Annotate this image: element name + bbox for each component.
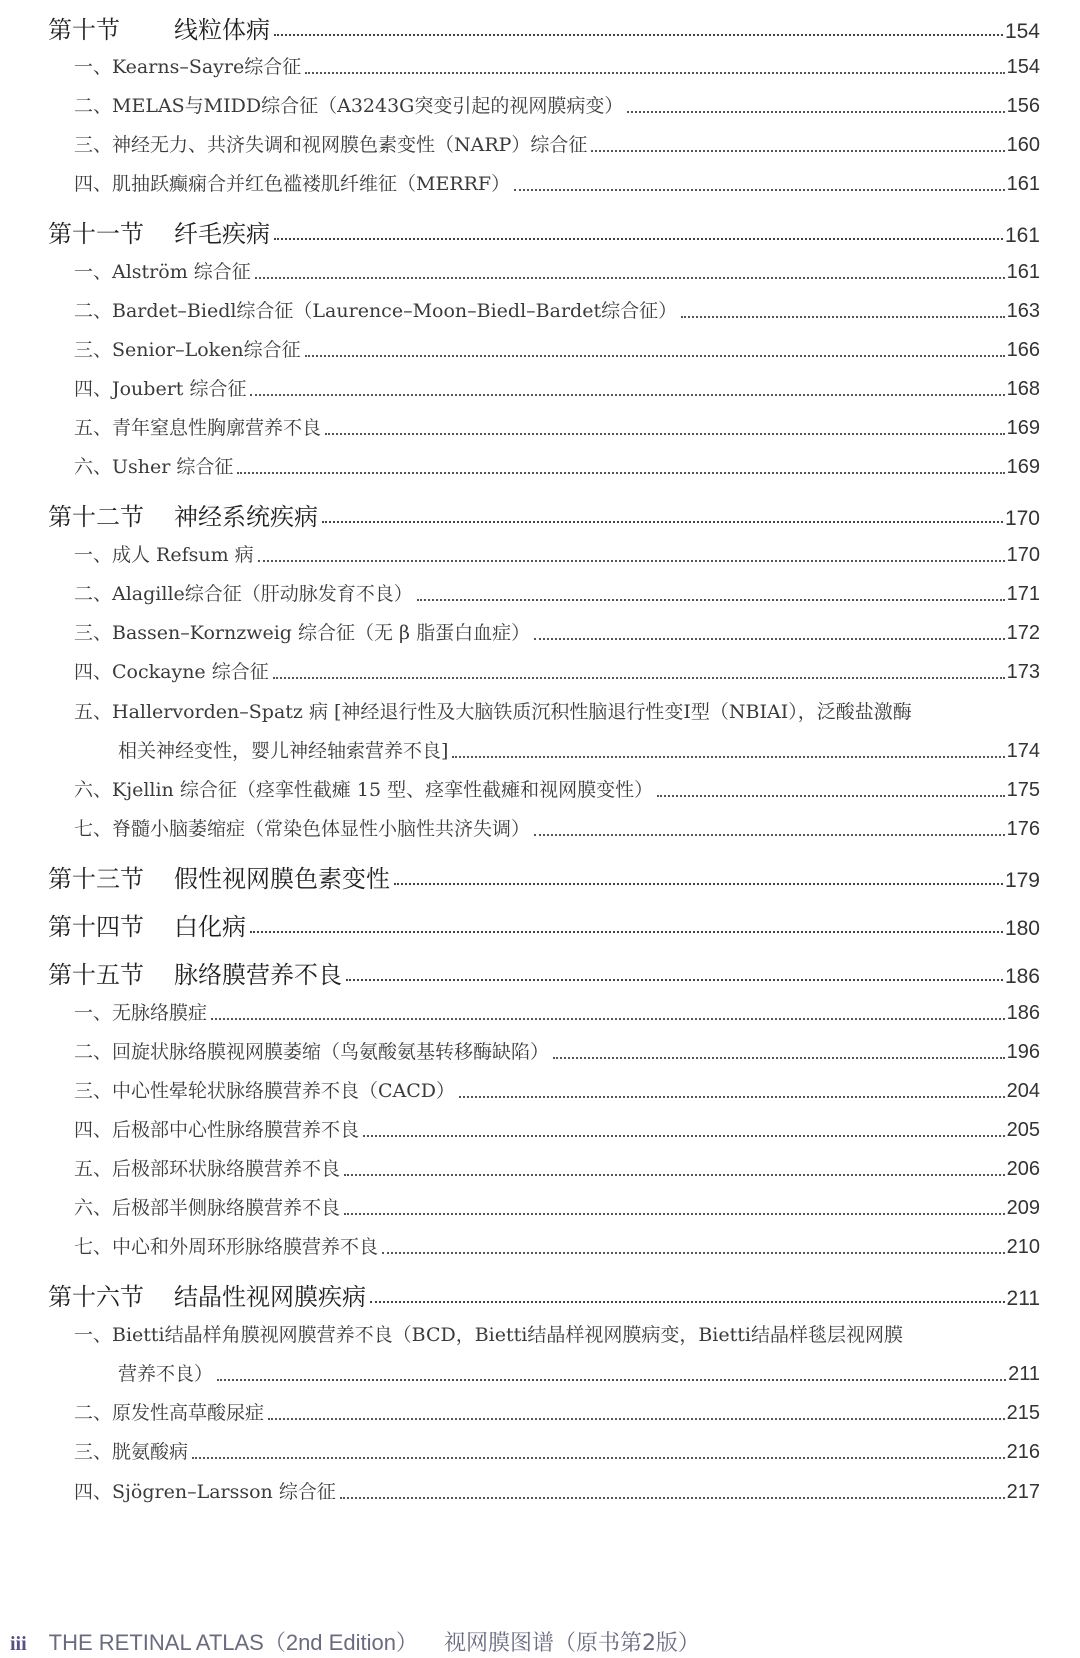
page-number: 170 [1006,544,1040,566]
dot-leader [591,150,1004,152]
page-number: 170 [1004,507,1040,530]
book-title-english: THE RETINAL ATLAS（2nd Edition） [48,1630,418,1655]
toc-section-entry[interactable] [48,214,1040,248]
toc-entry[interactable] [74,540,1040,570]
toc-entry[interactable] [74,1320,903,1350]
page-number: 204 [1006,1080,1040,1102]
entry-title: 三、中心性晕轮状脉络膜营养不良（CACD） [74,1080,456,1102]
section-number: 第十三节 [48,865,144,893]
toc-entry[interactable] [74,1154,1040,1184]
toc-entry[interactable] [74,1037,1040,1067]
dot-leader [657,795,1005,797]
dot-leader [325,433,1005,435]
entry-title: 二、MELAS与MIDD综合征（A3243G突变引起的视网膜病变） [74,95,624,117]
entry-title: 二、Bardet–Biedl综合征（Laurence–Moon–Biedl–Bardet综合征） [74,300,678,322]
dot-leader [534,834,1005,836]
dot-leader [417,599,1005,601]
page-number: 169 [1006,417,1040,439]
page-number: 211 [1006,1287,1040,1310]
page-number: 154 [1004,20,1040,43]
dot-leader [681,316,1005,318]
entry-title: 七、脊髓小脑萎缩症（常染色体显性小脑性共济失调） [74,818,531,840]
toc-entry[interactable] [74,374,1040,404]
entry-title: 四、Cockayne 综合征 [74,661,269,683]
entry-title: 二、回旋状脉络膜视网膜萎缩（鸟氨酸氨基转移酶缺陷） [74,1041,550,1063]
page-number: 216 [1006,1441,1040,1463]
entry-title: 二、原发性高草酸尿症 [74,1402,265,1424]
page-number: 173 [1006,661,1040,683]
page-number: 174 [1006,740,1040,762]
section-number: 第十节 [48,16,120,44]
page-number: 160 [1006,134,1040,156]
toc-section-entry[interactable] [48,907,1040,941]
entry-title: 五、后极部环状脉络膜营养不良 [74,1158,341,1180]
toc-section-entry[interactable] [48,859,1040,893]
toc-section-entry[interactable] [48,10,1040,44]
section-title: 假性视网膜色素变性 [174,865,390,893]
toc-entry[interactable] [74,169,1040,199]
dot-leader [192,1457,1005,1459]
page-number: 209 [1006,1197,1040,1219]
entry-title: 三、Senior–Loken综合征 [74,339,301,361]
toc-entry[interactable] [74,579,1040,609]
entry-title: 一、Bietti结晶样角膜视网膜营养不良（BCD，Bietti结晶样视网膜病变，Bietti结晶样毯层视网膜 [74,1324,903,1346]
entry-title: 三、神经无力、共济失调和视网膜色素变性（NARP）综合征 [74,134,588,156]
dot-leader [274,34,1003,36]
dot-leader [217,1379,1006,1381]
book-title-chinese: 视网膜图谱（原书第2版） [443,1631,700,1656]
toc-entry[interactable] [74,1232,1040,1262]
toc-entry[interactable] [74,296,1040,326]
entry-title: 六、Usher 综合征 [74,456,234,478]
dot-leader [346,979,1003,981]
toc-entry[interactable] [74,413,1040,443]
entry-title: 三、Bassen–Kornzweig 综合征（无 β 脂蛋白血症） [74,622,531,644]
toc-entry[interactable] [74,1398,1040,1428]
dot-leader [305,72,1004,74]
page-number: 166 [1006,339,1040,361]
entry-title: 五、青年窒息性胸廓营养不良 [74,417,322,439]
page-number: 168 [1006,378,1040,400]
page-number: 186 [1006,1002,1040,1024]
entry-title: 四、肌抽跃癫痫合并红色褴褛肌纤维征（MERRF） [74,173,511,195]
dot-leader [344,1213,1005,1215]
toc-entry[interactable] [74,697,912,727]
toc-entry[interactable] [74,1437,1040,1467]
page-number: 154 [1006,56,1040,78]
dot-leader [268,1418,1005,1420]
page-number: 156 [1006,95,1040,117]
entry-title: 一、Kearns–Sayre综合征 [74,56,302,78]
section-title: 结晶性视网膜疾病 [174,1283,366,1311]
section-title: 脉络膜营养不良 [174,961,342,989]
entry-title: 一、Alström 综合征 [74,261,251,283]
dot-leader [211,1018,1005,1020]
dot-leader [237,472,1004,474]
dot-leader [452,756,1004,758]
page-number: 171 [1006,583,1040,605]
dot-leader [627,111,1004,113]
dot-leader [344,1174,1005,1176]
toc-entry[interactable] [74,814,1040,844]
page-number: 169 [1006,456,1040,478]
entry-title: 一、无脉络膜症 [74,1002,208,1024]
page-number: 161 [1006,261,1040,283]
dot-leader [370,1301,1005,1303]
toc-entry[interactable] [74,1477,1040,1507]
entry-title: 一、成人 Refsum 病 [74,544,254,566]
entry-title: 五、Hallervorden–Spatz 病 [神经退行性及大脑铁质沉积性脑退行性变Ⅰ型（NBIAⅠ），泛酸盐激酶 [74,701,912,723]
dot-leader [534,638,1005,640]
page-number: 180 [1004,917,1040,940]
dot-leader [250,394,1004,396]
page-folio: iii [10,1633,27,1655]
dot-leader [250,931,1003,933]
section-number: 第十四节 [48,913,144,941]
dot-leader [382,1252,1005,1254]
dot-leader [258,560,1005,562]
page-number: 211 [1008,1363,1040,1385]
dot-leader [255,277,1005,279]
toc-entry[interactable] [74,775,1040,805]
page-number: 176 [1006,818,1040,840]
entry-title: 二、Alagille综合征（肝动脉发育不良） [74,583,413,605]
toc-entry[interactable] [74,257,1040,287]
toc-entry[interactable] [74,335,1040,365]
dot-leader [340,1497,1005,1499]
toc-section-entry[interactable] [48,955,1040,989]
toc-entry[interactable] [74,130,1040,160]
page-number: 196 [1006,1041,1040,1063]
entry-title: 四、后极部中心性脉络膜营养不良 [74,1119,360,1141]
toc-entry[interactable] [74,998,1040,1028]
dot-leader [363,1135,1005,1137]
toc-section-entry[interactable] [48,1277,1040,1311]
toc-entry[interactable] [74,618,1040,648]
page-number: 179 [1004,869,1040,892]
toc-entry[interactable] [74,452,1040,482]
entry-title: 四、Joubert 综合征 [74,378,247,400]
page-number: 186 [1004,965,1040,988]
toc-entry-continuation[interactable] [118,1359,1040,1389]
page-number: 172 [1006,622,1040,644]
dot-leader [553,1057,1005,1059]
section-title: 白化病 [174,913,246,941]
section-title: 纤毛疾病 [174,220,270,248]
section-title: 神经系统疾病 [174,503,318,531]
dot-leader [459,1096,1005,1098]
entry-title: 四、Sjögren–Larsson 综合征 [74,1481,336,1503]
page-number: 205 [1006,1119,1040,1141]
section-number: 第十二节 [48,503,144,531]
section-number: 第十六节 [48,1283,144,1311]
page-number: 210 [1006,1236,1040,1258]
page-number: 161 [1004,224,1040,247]
entry-title: 相关神经变性，婴儿神经轴索营养不良] [118,740,449,762]
page-number: 175 [1006,779,1040,801]
toc-entry[interactable] [74,657,1040,687]
toc-entry[interactable] [74,1115,1040,1145]
entry-title: 营养不良） [118,1363,214,1385]
entry-title: 六、后极部半侧脉络膜营养不良 [74,1197,341,1219]
page-number: 161 [1006,173,1040,195]
entry-title: 七、中心和外周环形脉络膜营养不良 [74,1236,379,1258]
page-number: 206 [1006,1158,1040,1180]
page-number: 217 [1006,1481,1040,1503]
toc-entry[interactable] [74,91,1040,121]
toc-entry[interactable] [74,52,1040,82]
dot-leader [274,238,1003,240]
dot-leader [273,677,1005,679]
dot-leader [514,189,1005,191]
section-title: 线粒体病 [174,16,270,44]
dot-leader [394,883,1003,885]
section-number: 第十五节 [48,961,144,989]
dot-leader [305,355,1005,357]
page-footer [10,1626,700,1657]
dot-leader [322,521,1003,523]
entry-title: 三、胱氨酸病 [74,1441,189,1463]
section-number: 第十一节 [48,220,144,248]
toc-section-entry[interactable] [48,497,1040,531]
page-number: 163 [1006,300,1040,322]
entry-title: 六、Kjellin 综合征（痉挛性截瘫 15 型、痉挛性截瘫和视网膜变性） [74,779,654,801]
toc-entry[interactable] [74,1076,1040,1106]
toc-entry[interactable] [74,1193,1040,1223]
page-number: 215 [1006,1402,1040,1424]
toc-entry-continuation[interactable] [118,736,1040,766]
